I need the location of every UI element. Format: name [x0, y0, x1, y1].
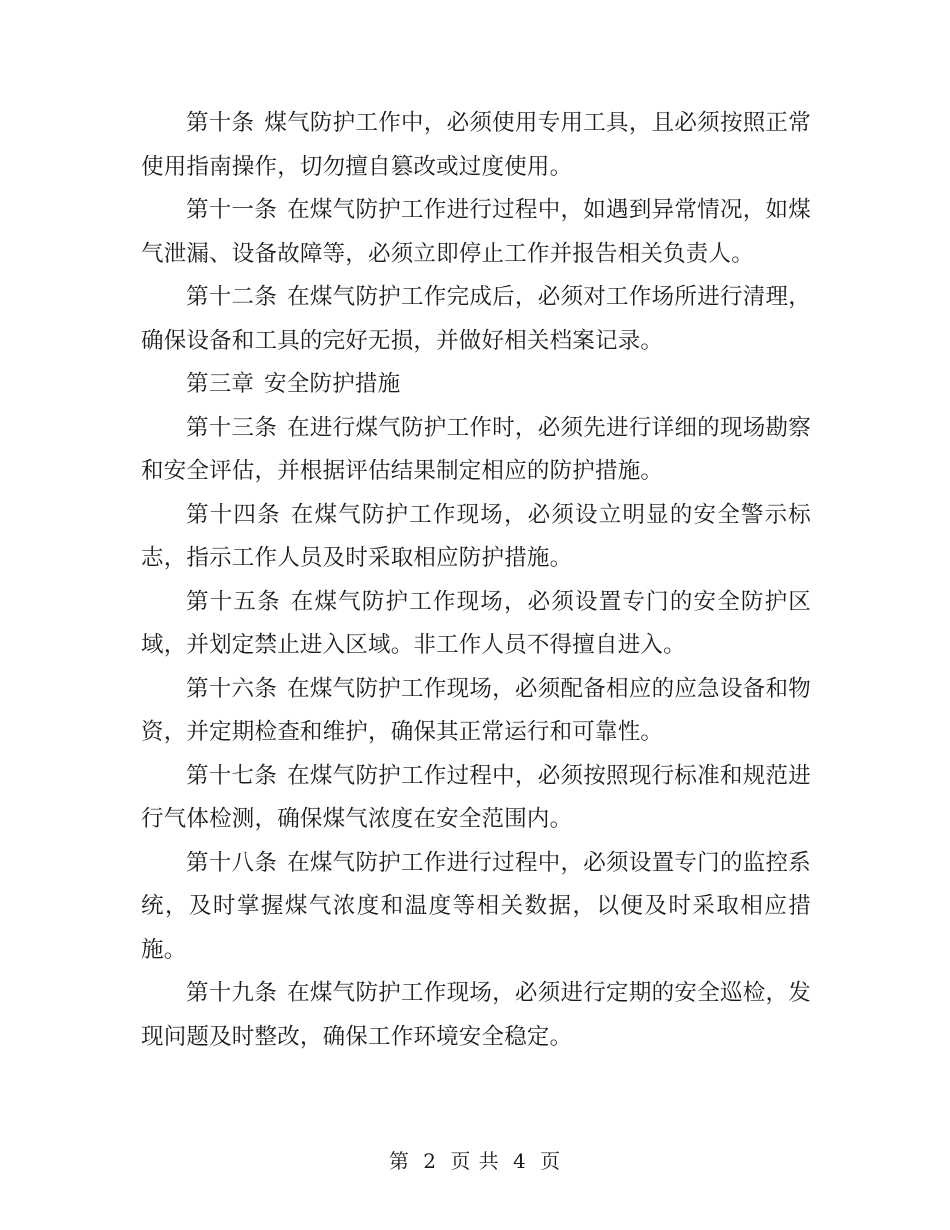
article-text: 煤气防护工作中，必须使用专用工具，且必须按照正常使用指南操作，切勿擅自篡改或过度使用。 [141, 110, 811, 180]
article-text: 在进行煤气防护工作时，必须先进行详细的现场勘察和安全评估，并根据评估结果制定相应的防护措施。 [141, 414, 811, 484]
article-text: 在煤气防护工作现场，必须进行定期的安全巡检，发现问题及时整改，确保工作环境安全稳定。 [141, 980, 811, 1050]
paragraph-article-10 [141, 102, 811, 189]
current-page-number: 2 [423, 1149, 437, 1173]
article-text: 在煤气防护工作现场，必须设置专门的安全防护区域，并划定禁止进入区域。非工作人员不得擅自进入。 [141, 588, 811, 658]
article-text: 在煤气防护工作过程中，必须按照现行标准和规范进行气体检测，确保煤气浓度在安全范围内。 [141, 762, 811, 832]
total-page-count: 4 [513, 1149, 527, 1173]
article-number: 第十八条 [186, 849, 278, 876]
paragraph-article-13 [141, 407, 811, 494]
document-body [141, 102, 811, 1059]
page-label-prefix: 第 [388, 1149, 410, 1173]
article-text: 在煤气防护工作现场，必须配备相应的应急设备和物资，并定期检查和维护，确保其正常运行和可靠性。 [141, 675, 811, 745]
chapter-heading [141, 363, 811, 407]
chapter-number: 第三章 [186, 371, 255, 397]
article-number: 第十一条 [186, 197, 278, 223]
paragraph-article-15 [141, 581, 811, 668]
chapter-title: 安全防护措施 [264, 371, 401, 397]
paragraph-article-11 [141, 189, 811, 276]
paragraph-article-19 [141, 972, 811, 1059]
paragraph-article-17 [141, 755, 811, 842]
article-text: 在煤气防护工作进行过程中，如遇到异常情况，如煤气泄漏、设备故障等，必须立即停止工作并报告相关负责人。 [141, 197, 811, 267]
article-number: 第十二条 [186, 284, 278, 310]
article-text: 在煤气防护工作完成后，必须对工作场所进行清理，确保设备和工具的完好无损，并做好相关档案记录。 [141, 284, 811, 354]
page-label-middle: 页 共 [450, 1149, 500, 1173]
article-number: 第十九条 [186, 980, 278, 1006]
article-text: 在煤气防护工作现场，必须设立明显的安全警示标志，指示工作人员及时采取相应防护措施。 [141, 501, 811, 571]
article-number: 第十四条 [186, 501, 281, 528]
page-label-suffix: 页 [540, 1149, 562, 1173]
page-footer [0, 1148, 950, 1174]
paragraph-article-18 [141, 842, 811, 973]
article-number: 第十五条 [186, 588, 281, 615]
article-number: 第十六条 [186, 675, 278, 702]
article-number: 第十三条 [186, 414, 278, 441]
article-number: 第十条 [186, 110, 255, 136]
paragraph-article-14 [141, 494, 811, 581]
paragraph-article-16 [141, 668, 811, 755]
article-number: 第十七条 [186, 762, 278, 789]
paragraph-article-12 [141, 276, 811, 363]
article-text: 在煤气防护工作进行过程中，必须设置专门的监控系统，及时掌握煤气浓度和温度等相关数据，以便及时采取相应措施。 [141, 849, 811, 963]
